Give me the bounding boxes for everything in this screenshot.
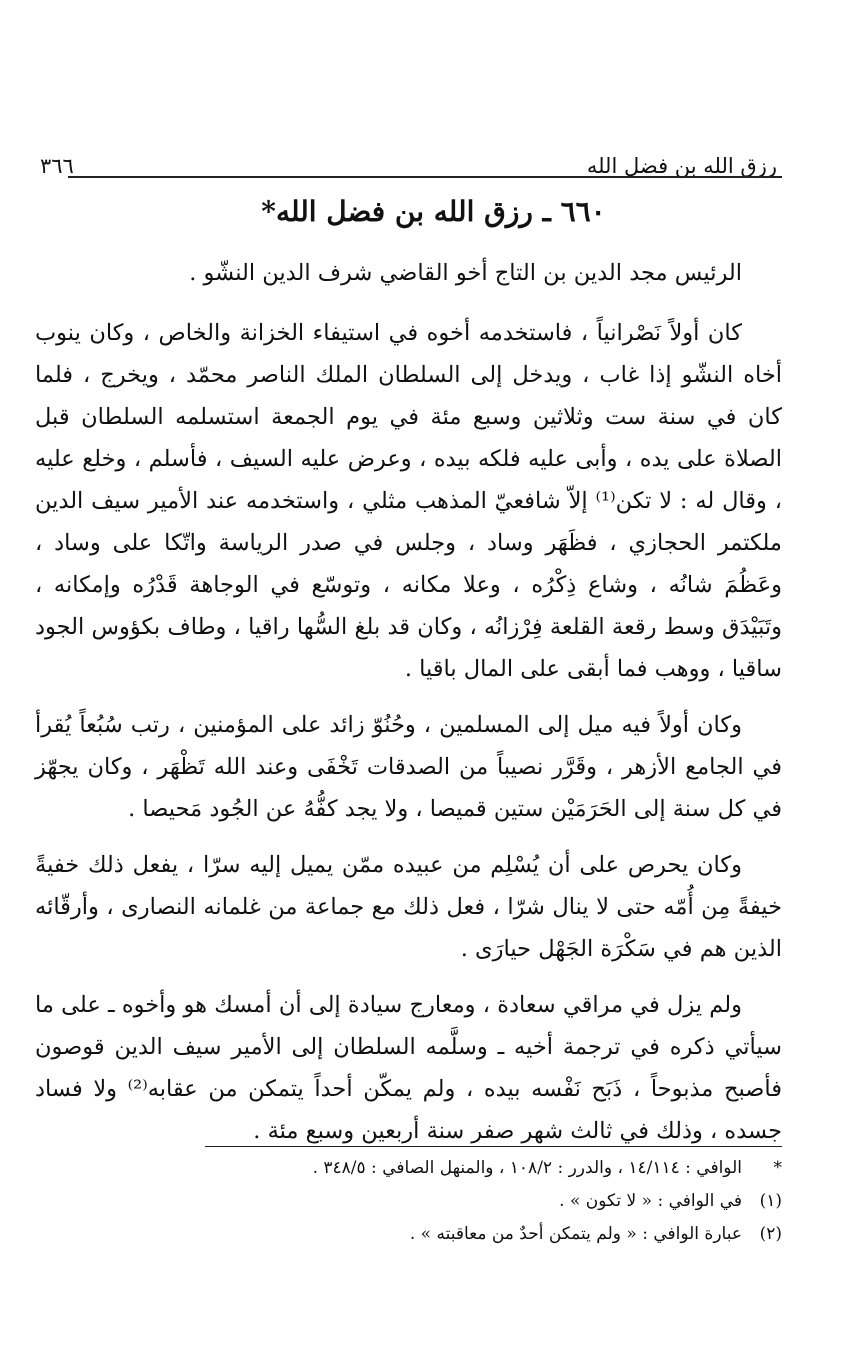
paragraph: كان أولاً نَصْرانياً ، فاستخدمه أخوه في استيفاء الخزانة والخاص ، وكان ينوب أخاه النشّو إذا غاب ، ويدخل إلى السلطان الملك الناصر محمّد ، ويخرج ، فلما كان في سنة ست وثلاثين وسبع مئة في يوم الجمعة استسلمه السلطان قبل الصلاة على يده ، وأبى عليه فلكه بيده ، وعرض عليه السيف ، فأسلم ، وخلع عليه ، وقال له : لا تكن⁽¹⁾ إلاّ شافعيّ المذهب مثلي ، واستخدمه عند الأمير سيف الدين ملكتمر الحجازي ، فظَهَر وساد ، وجلس في صدر الرياسة واتّكا على وساد ، وعَظُمَ شانُه ، وشاع ذِكْرُه ، وعلا مكانه ، وتوسّع في الوجاهة قَدْرُه وإمكانه ، وتَبَيْدَق وسط رقعة القلعة فِرْزانُه ، وكان قد بلغ السُّها راقيا ، وطاف بكؤوس الجود ساقيا ، ووهب فما أبقى على المال باقيا . — [35, 320, 782, 682]
footnote — [35, 1152, 782, 1185]
footnote-mark: (١) — [759, 1191, 782, 1211]
running-header — [40, 138, 777, 178]
footnote — [35, 1218, 782, 1251]
header-divider — [68, 176, 782, 178]
footnote-divider — [205, 1146, 782, 1147]
footnote-text: في الوافي : « لا تكون » . — [559, 1191, 742, 1211]
footnote-text: عبارة الوافي : « ولم يتمكن أحدٌ من معاقبته » . — [409, 1224, 742, 1244]
footnote-mark: * — [773, 1158, 782, 1178]
entry-body — [35, 252, 782, 1166]
footnotes — [35, 1152, 782, 1251]
entry-title: ٦٦٠ ـ رزق الله بن فضل الله* — [261, 195, 606, 228]
footnote — [35, 1185, 782, 1218]
footnote-mark: (٢) — [759, 1224, 782, 1244]
paragraph: ولم يزل في مراقي سعادة ، ومعارج سيادة إلى أن أمسك هو وأخوه ـ على ما سيأتي ذكره في ترجمة أخيه ـ وسلَّمه السلطان إلى الأمير سيف الدين قوصون فأصبح مذبوحاً ، ذَبَح نَفْسه بيده ، ولم يمكّن أحداً يتمكن من عقابه⁽²⁾ ولا فساد جسده ، وذلك في ثالث شهر صفر سنة أربعين وسبع مئة . — [35, 992, 782, 1144]
running-title: رزق الله بن فضل الله — [586, 154, 777, 178]
paragraph-intro: الرئيس مجد الدين بن التاج أخو القاضي شرف الدين النشّو . — [189, 260, 742, 286]
page-number: ٣٦٦ — [40, 154, 74, 178]
paragraph: وكان أولاً فيه ميل إلى المسلمين ، وحُنُوّ زائد على المؤمنين ، رتب سُبُعاً يُقرأ في الجامع الأزهر ، وقَرَّر نصيباً من الصدقات تَخْفَى وعند الله تَظْهَر ، وكان يجهّز في كل سنة إلى الحَرَمَيْن ستين قميصا ، ولا يجد كفُّهُ عن الجُود مَحيصا . — [35, 712, 782, 822]
footnote-text: الوافي : ١٤/١١٤ ، والدرر : ١٠٨/٢ ، والمنهل الصافي : ٣٤٨/٥ . — [312, 1158, 742, 1178]
paragraph: وكان يحرص على أن يُسْلِم من عبيده ممّن يميل إليه سرّا ، يفعل ذلك خفيةً خيفةً مِن أُمّه حتى لا ينال شرّا ، فعل ذلك مع جماعة من غلمانه النصارى ، وأرقّائه الذين هم في سَكْرَة الجَهْل حيارَى . — [35, 852, 782, 962]
